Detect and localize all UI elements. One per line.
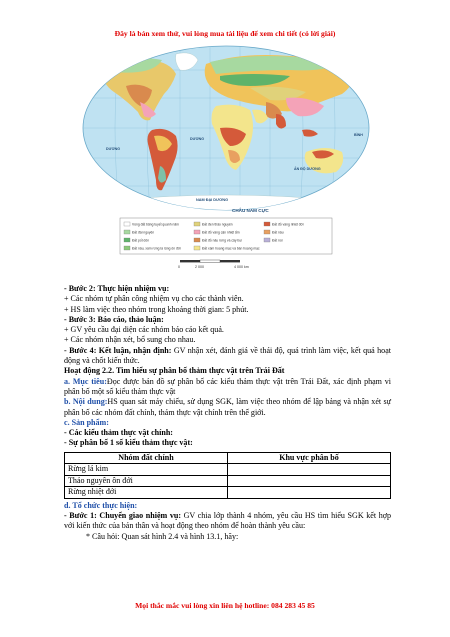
table-row: [65, 487, 391, 499]
legend-label: Vùng đất băng tuyết quanh năm: [132, 222, 179, 227]
product-item-2: - Sự phân bố 1 số kiểu thảm thực vật:: [64, 438, 193, 448]
step-3-item-1: + GV yêu cầu đại diện các nhóm báo cáo kết quả.: [64, 325, 224, 335]
vegetation-table: [64, 452, 391, 499]
preview-banner: Đây là bản xem thử, vui lòng mua tài liệu để xem chi tiết (có lời giải): [114, 29, 336, 38]
document-body: [64, 284, 391, 542]
table-cell: Rừng nhiệt đới: [65, 487, 228, 499]
step-2-item-1: + Các nhóm tự phân công nhiệm vụ cho các thành viên.: [64, 294, 244, 304]
activity-title: Hoạt động 2.2. Tìm hiểu sự phân bố thảm thực vật trên Trái Đất: [64, 366, 285, 376]
content: b. Nội dung:HS quan sát máy chiếu, sử dụng SGK, làm việc theo nhóm để lập bảng và nhận xét sự phân bố các nhóm đất chính, thảm thực vật chính trên thế giới.: [64, 397, 391, 417]
table-row: [65, 475, 391, 487]
table-cell: Thảo nguyên ôn đới: [65, 475, 228, 487]
scale-label-0: 0: [178, 265, 180, 269]
pacific-ocean-label: DƯƠNG: [106, 147, 121, 151]
table-header: Nhóm đất chính: [65, 452, 228, 464]
product-label: c. Sản phẩm:: [64, 417, 109, 427]
table-cell: [228, 475, 391, 487]
legend-swatch: [264, 230, 270, 234]
indian-ocean-label: ẤN ĐỘ DƯƠNG: [294, 167, 321, 171]
step-3-item-2: + Các nhóm nhận xét, bổ sung cho nhau.: [64, 335, 196, 345]
legend-swatch: [124, 246, 130, 250]
antarctic-ocean-label: NAM ĐẠI DƯƠNG: [196, 198, 229, 202]
legend-label: Đất đỏ vàng nhiệt đới: [272, 222, 304, 227]
antarctica-label: CHÂU NAM CỰC: [232, 208, 269, 213]
table-row: [65, 464, 391, 476]
legend-label: Đất nâu, xám rừng lá rộng ôn đới: [132, 246, 181, 251]
legend-label: Đất đỏ vàng cận nhiệt ẩm: [202, 230, 240, 235]
table-cell: [228, 464, 391, 476]
table-cell: [228, 487, 391, 499]
table-header: Khu vực phân bố: [228, 452, 391, 464]
legend-label: Đất đài nguyên: [132, 230, 155, 235]
atlantic-ocean-label: DƯƠNG: [190, 137, 205, 141]
step-3-label: - Bước 3: Báo cáo, thảo luận:: [64, 314, 164, 324]
legend-swatch: [124, 222, 130, 226]
legend-label: Đất xám hoang mạc và bán hoang mạc: [202, 246, 260, 251]
legend-swatch: [264, 238, 270, 242]
hotline-banner: Mọi thắc mắc vui lòng xin liên hệ hotline: 084 283 45 85: [135, 601, 315, 610]
organization-label: d. Tổ chức thực hiện:: [64, 500, 138, 510]
legend-swatch: [194, 238, 200, 242]
legend-label: Đất pốt dôn: [132, 238, 150, 243]
legend-swatch: [124, 230, 130, 234]
legend-swatch: [194, 222, 200, 226]
legend-label: Đất nâu: [272, 230, 284, 235]
legend-label: Đất đen thảo nguyên: [202, 222, 233, 227]
world-soil-map: [80, 40, 372, 272]
organization-step-1: - Bước 1: Chuyển giao nhiệm vụ: GV chia lớp thành 4 nhóm, yêu cầu HS tìm hiểu SGK kết hợp với kiến thức của bản thân và hoạt động theo nhóm để hoàn thành yêu cầu:: [64, 511, 391, 531]
step-4: - Bước 4: Kết luận, nhận định: GV nhận xét, đánh giá về thái độ, quá trình làm việc, kết quả hoạt động và chốt kiến thức.: [64, 345, 391, 366]
product-item-1: - Các kiểu thảm thực vật chính:: [64, 428, 173, 438]
legend-label: Đất núi: [272, 238, 283, 243]
scale-label-2000: 2 000: [195, 265, 204, 269]
map-legend: [120, 218, 332, 254]
question: * Câu hỏi: Quan sát hình 2.4 và hình 13.1, hãy:: [86, 531, 239, 541]
pacific-ocean-right-label: BÌNH: [354, 133, 363, 137]
legend-swatch: [194, 230, 200, 234]
table-cell: Rừng lá kim: [65, 464, 228, 476]
map-graphic: [80, 40, 372, 272]
step-2-label: - Bước 2: Thực hiện nhiệm vụ:: [64, 284, 170, 293]
legend-label: Đất đỏ nâu rừng và cây bụi: [202, 238, 242, 243]
legend-swatch: [194, 246, 200, 250]
scale-label-4000: 4 000 km: [234, 265, 249, 269]
legend-swatch: [124, 238, 130, 242]
step-2-item-2: + HS làm việc theo nhóm trong khoảng thời gian: 5 phút.: [64, 304, 249, 314]
scale-bar: [178, 260, 249, 269]
objective: a. Mục tiêu:Đọc được bản đồ sự phân bố các kiểu thảm thực vật trên Trái Đất, xác định phạm vi phân bố một số kiểu thảm thực vật: [64, 376, 391, 396]
legend-swatch: [264, 222, 270, 226]
